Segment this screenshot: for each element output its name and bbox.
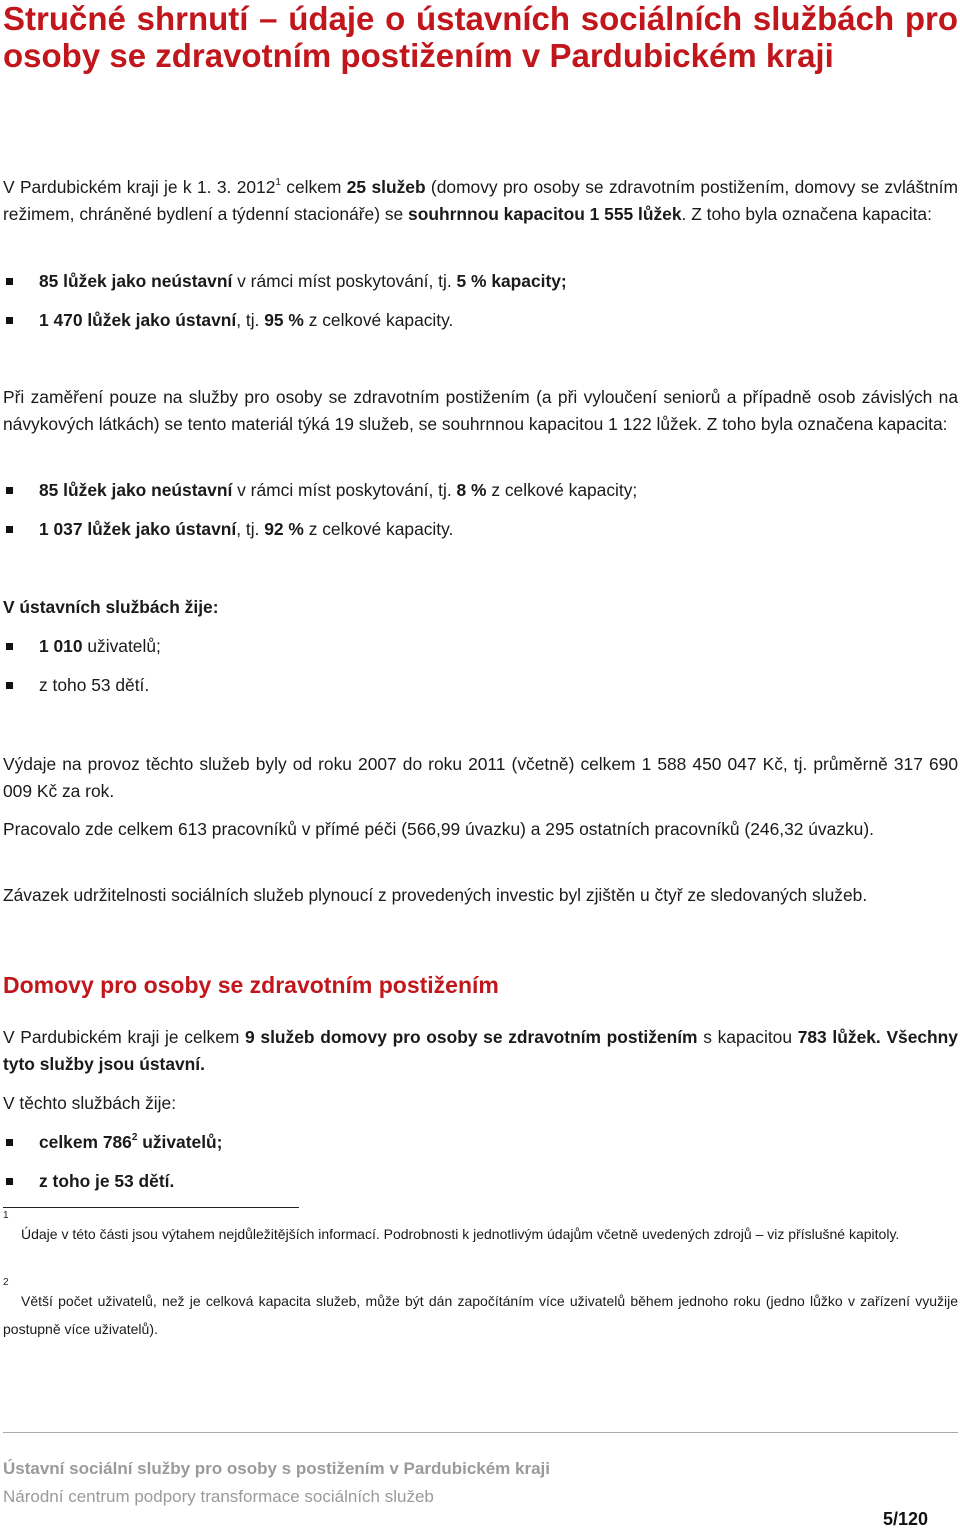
list-item-text: z toho 53 dětí. — [39, 675, 150, 695]
list-item-text: v rámci míst poskytování, tj. — [232, 271, 457, 291]
section-heading: Domovy pro osoby se zdravotním postižením — [3, 972, 499, 998]
section-bold: 783 lůžek. Všechny tyto služby jsou ústavní. — [3, 1027, 958, 1074]
list-item-text: uživatelů; — [82, 636, 161, 656]
list-item-text: z celkové kapacity. — [303, 519, 454, 539]
intro-bold: souhrnnou kapacitou 1 555 lůžek — [408, 204, 682, 224]
list-item-bold: 85 lůžek jako neústavní — [39, 480, 233, 500]
footnote-text: Větší počet uživatelů, než je celková kapacita služeb, může být dán započítáním více uživatelů během jednoho roku (jedno lůžko v zařízení využije postupně více uživatelů). — [3, 1293, 958, 1337]
list-item — [39, 672, 149, 699]
expenses-text: průměrně 317 690 009 Kč za rok. — [3, 754, 958, 801]
live-heading: V ústavních službách žije: — [3, 597, 219, 617]
staff-paragraph: Pracovalo zde celkem 613 pracovníků v přímé péči (566,99 úvazku) a 295 ostatních pracovníků (246,32 úvazku). — [3, 819, 874, 839]
list-item — [39, 477, 637, 504]
footnote-ref[interactable]: 1 — [275, 177, 281, 189]
expenses-paragraph — [3, 751, 958, 805]
list-item-bold: celkem 786 — [39, 1132, 132, 1152]
list-item-bold: 5 % kapacity; — [456, 271, 567, 291]
list-item — [39, 516, 453, 543]
list-item — [39, 1129, 222, 1156]
page-title: Stručné shrnutí – údaje o ústavních sociálních službách pro osoby se zdravotním postižením v Pardubickém kraji — [3, 0, 958, 74]
list-item-bold: 8 % — [456, 480, 487, 500]
focus-paragraph: Při zaměření pouze na služby pro osoby se zdravotním postižením (a při vyloučení seniorů a případně osob závislých na návykových látkách) se tento materiál týká 19 služeb, se souhrnnou kapacitou 1 122 lůžek. Z toho byla označena kapacita: — [3, 387, 958, 434]
footnote-divider — [3, 1207, 299, 1208]
list-item-bold: 92 % — [264, 519, 304, 539]
list-item-text: z celkové kapacity. — [303, 310, 454, 330]
section-paragraph — [3, 1024, 958, 1078]
footer-document-title: Ústavní sociální služby pro osoby s postižením v Pardubickém kraji — [3, 1459, 550, 1478]
intro-text: celkem — [280, 177, 347, 197]
expenses-text: Výdaje na provoz těchto služeb byly od roku 2007 do roku 2011 (včetně) celkem 1 588 450 047 Kč, tj. — [3, 754, 814, 774]
intro-text: . Z toho byla označena kapacita: — [681, 204, 932, 224]
list-item-bold: 1 037 lůžek jako ústavní — [39, 519, 237, 539]
list-item-text: , tj. — [236, 519, 265, 539]
intro-bold: 25 služeb — [346, 177, 426, 197]
list-item-text: , tj. — [236, 310, 265, 330]
section-text: s kapacitou — [697, 1027, 798, 1047]
intro-text: (domovy pro osoby se zdravotním postižením, domovy se zvláštním režimem, chráněné bydlení a týdenní stacionáře) se — [3, 177, 959, 224]
list-item — [39, 268, 567, 295]
footnote-ref[interactable]: 2 — [131, 1132, 138, 1144]
intro-text: V Pardubickém kraji je k 1. 3. 2012 — [3, 177, 276, 197]
footer-organization: Národní centrum podpory transformace sociálních služeb — [3, 1487, 434, 1506]
footnote: 2 Větší počet uživatelů, než je celková kapacita služeb, může být dán započítáním více uživatelů během jednoho roku (jedno lůžko v zařízení využije postupně více uživatelů). — [3, 1287, 958, 1343]
intro-paragraph — [3, 174, 958, 228]
footer-divider — [3, 1432, 958, 1433]
list-item-text: z celkové kapacity; — [486, 480, 638, 500]
list-item-bold: uživatelů; — [137, 1132, 223, 1152]
section-live-heading: V těchto službách žije: — [3, 1093, 177, 1113]
list-item — [39, 633, 161, 660]
section-bold: 9 služeb domovy pro osoby se zdravotním postižením — [245, 1027, 698, 1047]
footnote: 1 Údaje v této části jsou výtahem nejdůležitějších informací. Podrobnosti k jednotlivým údajům včetně uvedených zdrojů – viz příslušné kapitoly. — [3, 1220, 958, 1248]
list-item-text: v rámci míst poskytování, tj. — [232, 480, 457, 500]
page-number: 5/120 — [882, 1509, 928, 1529]
list-item-bold: 95 % — [264, 310, 304, 330]
footnote-text: Údaje v této části jsou výtahem nejdůležitějších informací. Podrobnosti k jednotlivým údajům včetně uvedených zdrojů – viz příslušné kapitoly. — [21, 1226, 900, 1242]
list-item-bold: 1 470 lůžek jako ústavní — [39, 310, 237, 330]
sustainability-paragraph: Závazek udržitelnosti sociálních služeb plynoucí z provedených investic byl zjištěn u čtyř ze sledovaných služeb. — [3, 885, 868, 905]
section-text: V Pardubickém kraji je celkem — [3, 1027, 246, 1047]
list-item-bold: 1 010 — [39, 636, 83, 656]
list-item-bold: 85 lůžek jako neústavní — [39, 271, 233, 291]
list-item: z toho je 53 dětí. — [39, 1168, 174, 1195]
list-item — [39, 307, 453, 334]
